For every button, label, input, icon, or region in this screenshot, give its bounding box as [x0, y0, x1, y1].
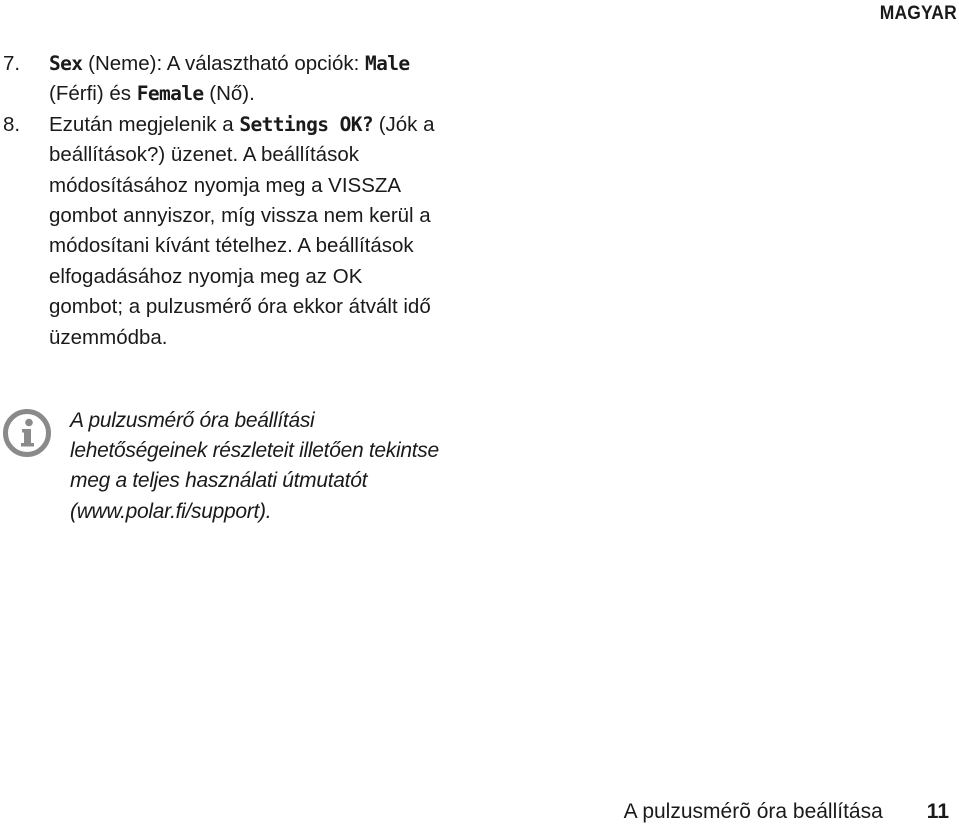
step-text: (Nő).: [203, 82, 255, 106]
step-text: (Férfi) és: [49, 82, 137, 106]
display-text-sex: Sex: [49, 52, 83, 75]
step-text: (Neme): A választható opciók:: [82, 52, 365, 75]
info-icon: [2, 408, 52, 458]
page-language-label: MAGYAR: [879, 3, 957, 24]
step-number: 7.: [3, 52, 21, 75]
footer-section-title: A pulzusmérõ óra beállítása: [623, 800, 883, 823]
display-text-female: Female: [136, 82, 204, 106]
step-number: 8.: [3, 112, 21, 136]
note-text: A pulzusmérő óra beállítási lehetőségeinek részleteit illetően tekintse meg a teljes használati útmutatót (www.polar.fi/support).: [70, 409, 439, 523]
step-text: Ezután megjelenik a: [49, 112, 240, 136]
step-text: (Jók a beállítások?) üzenet. A beállítások módosításához nyomja meg a VISSZA gombot annyiszor, míg vissza nem kerül a módosítani kívánt tételhez. A beállítások elfogadásához nyomja meg az OK gombot; a pulzusmérő óra ekkor átvált idő üzemmódba.: [49, 112, 435, 349]
display-text-settings-ok: Settings OK?: [239, 112, 373, 136]
step-7: [0, 49, 440, 110]
page-number: 11: [926, 800, 949, 823]
info-note: [0, 406, 460, 536]
settings-steps-list: [0, 49, 440, 353]
display-text-male: Male: [365, 52, 410, 75]
step-8: [0, 110, 440, 353]
page-footer: [624, 798, 949, 826]
